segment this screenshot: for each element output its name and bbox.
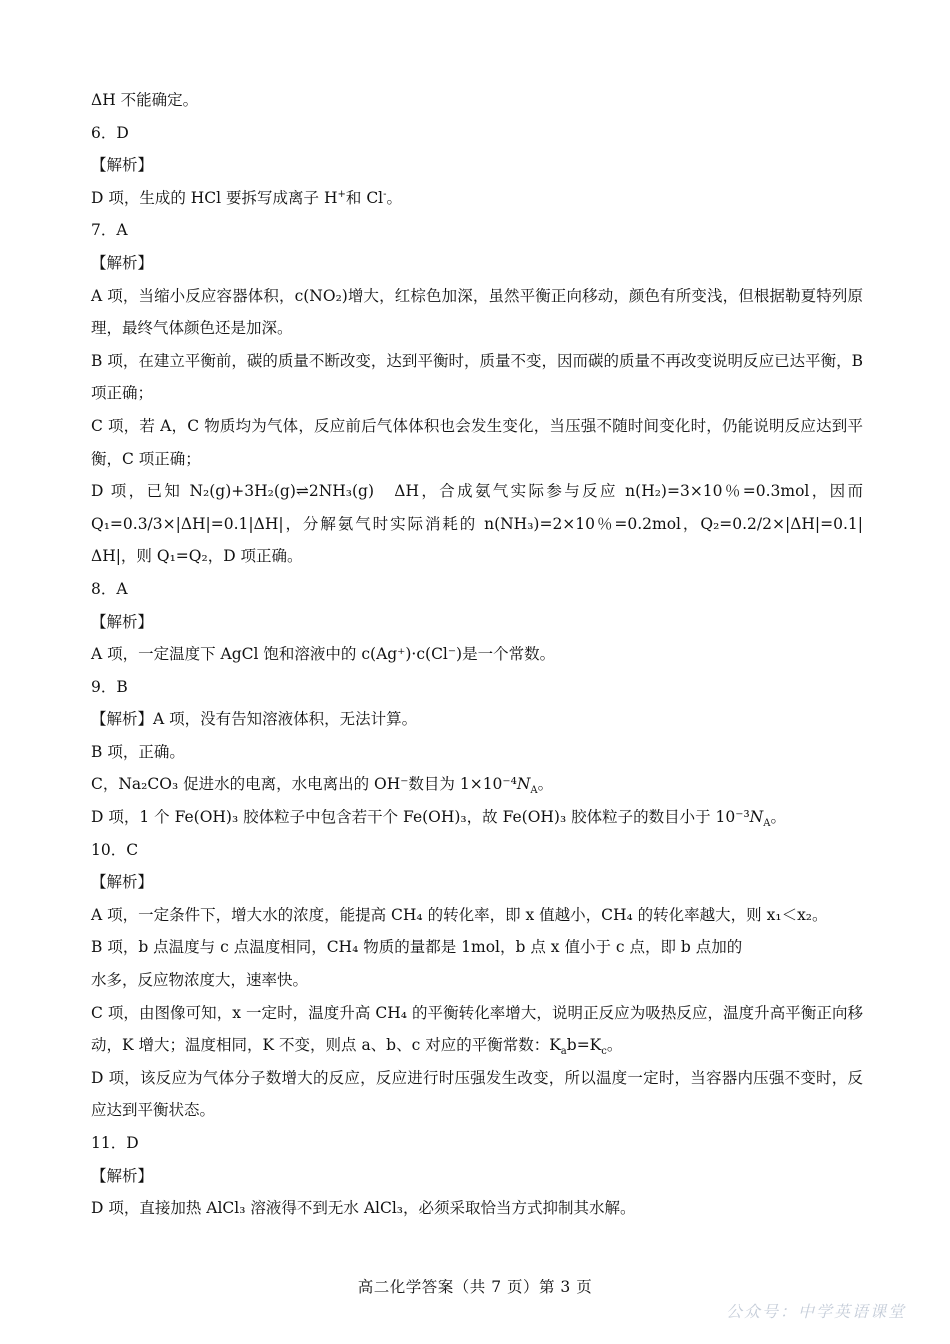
analysis-heading: 【解析】 — [91, 873, 154, 892]
analysis-heading: 【解析】 — [91, 1166, 154, 1185]
answer-10: 10．C — [91, 840, 139, 859]
paragraph: B 项，在建立平衡前，碳的质量不断改变，达到平衡时，质量不变，因而碳的质量不再改变说明反应已达平衡，B 项正确； — [91, 351, 863, 403]
text-line: B 项，正确。 — [91, 742, 185, 761]
answer-7: 7．A — [91, 221, 128, 240]
text-line: C，Na₂CO₃ 促进水的电离，水电离出的 OH⁻数目为 $1\times 10^{-4}N_A$。 — [91, 775, 554, 797]
text-line: D 项，1 个 Fe(OH)₃ 胶体粒子中包含若干个 Fe(OH)₃，故 Fe(OH)₃ 胶体粒子的数目小于 $10^{-3}N_A$。 — [91, 808, 786, 830]
answer-11: 11．D — [91, 1134, 139, 1152]
answer-6: 6．D — [91, 123, 129, 142]
text-line: D 项，直接加热 AlCl₃ 溶液得不到无水 AlCl₃，必须采取恰当方式抑制其水解。 — [91, 1199, 636, 1218]
text-line: ΔH 不能确定。 — [91, 91, 199, 109]
analysis-heading: 【解析】 — [91, 612, 154, 631]
text-line: B 项，b 点温度与 c 点温度相同，CH₄ 物质的量都是 1mol，b 点 x 值小于 c 点，即 b 点加的 — [91, 938, 743, 957]
paragraph-c: C 项，由图像可知，x 一定时，温度升高 CH₄ 的平衡转化率增大，说明正反应为吸热反应，温度升高平衡正向移动，K 增大；温度相同，K 不变，则点 a、b、c 对应的平衡常数：$K_ab=K_c$。 — [91, 1003, 863, 1058]
watermark: 公众号：中学英语课堂 — [725, 1302, 906, 1321]
paragraph: C 项，若 A，C 物质均为气体，反应前后气体体积也会发生变化，当压强不随时间变化时，仍能说明反应达到平衡，C 项正确； — [91, 416, 863, 468]
text-line: A 项，一定温度下 AgCl 饱和溶液中的 c(Ag⁺)·c(Cl⁻)是一个常数。 — [91, 645, 556, 664]
paragraph: D 项，已知 N₂(g)+3H₂(g)⇌2NH₃(g) ΔH，合成氨气实际参与反应 n(H₂)=3×10％=0.3mol，因而 Q₁=0.3/3×|ΔH|=0.1|ΔH|，分解氨气时实际消耗的 n(NH₃)=2×10％=0.2mol，Q₂=0.2/2×|ΔH|=0.1|ΔH|，则 Q₁=Q₂，D 项正确。 — [91, 482, 863, 566]
text-line: 水多，反应物浓度大，速率快。 — [91, 971, 309, 990]
text-line: 【解析】A 项，没有告知溶液体积，无法计算。 — [91, 710, 418, 729]
paragraph: A 项，当缩小反应容器体积，c(NO₂)增大，红棕色加深，虽然平衡正向移动，颜色有所变浅，但根据勒夏特列原理，最终气体颜色还是加深。 — [91, 286, 863, 338]
answer-9: 9．B — [91, 677, 128, 696]
text-line: D 项，生成的 HCl 要拆写成离子 H+和 Cl-。 — [91, 188, 403, 207]
answer-8: 8．A — [91, 579, 128, 598]
analysis-heading: 【解析】 — [91, 156, 154, 175]
text-line: A 项，一定条件下，增大水的浓度，能提高 CH₄ 的转化率，即 x 值越小，CH₄ 的转化率越大，则 x₁＜x₂。 — [91, 905, 828, 924]
page-footer: 高二化学答案（共 7 页）第 3 页 — [357, 1278, 593, 1296]
paragraph: D 项，该反应为气体分子数增大的反应，反应进行时压强发生改变，所以温度一定时，当容器内压强不变时，反应达到平衡状态。 — [91, 1068, 863, 1120]
analysis-heading: 【解析】 — [91, 253, 154, 272]
document-body — [91, 84, 863, 1225]
